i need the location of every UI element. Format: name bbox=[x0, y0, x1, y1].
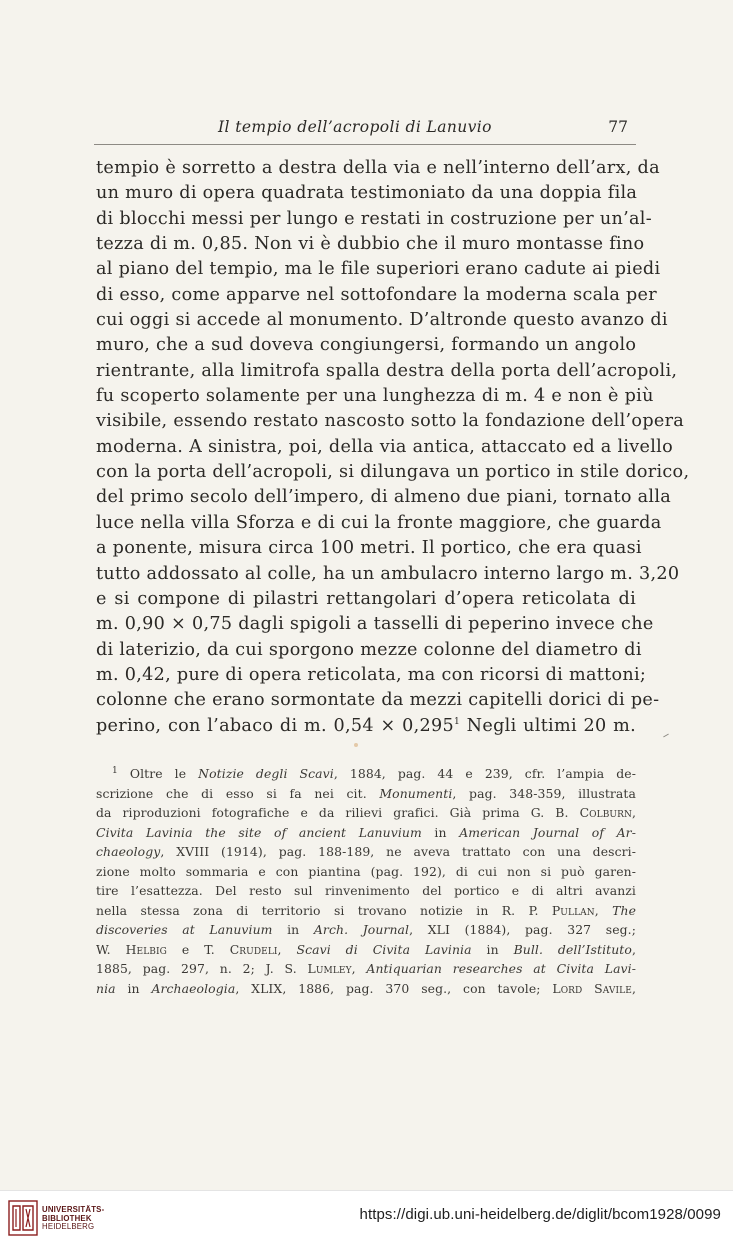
main-text bbox=[96, 156, 690, 739]
running-title: Il tempio dell’acropoli di Lanuvio bbox=[218, 118, 492, 136]
text-line: di esso, come apparve nel sottofondare la moderna scala per bbox=[96, 284, 657, 305]
paper-speck bbox=[354, 743, 358, 747]
text-line: visibile, essendo restato nascosto sotto la fondazione dell’opera bbox=[96, 411, 685, 432]
text-line: muro, che a sud doveva congiungersi, formando un angolo bbox=[96, 335, 637, 356]
text-line: colonne che erano sormontate da mezzi capitelli dorici di pe- bbox=[96, 690, 660, 711]
permalink-url[interactable]: https://digi.ub.uni-heidelberg.de/diglit/bcom1928/0099 bbox=[359, 1206, 721, 1223]
footnote-line: nella stessa zona di territorio si trovano notizie in R. P. Pullan, The bbox=[96, 902, 637, 918]
running-header bbox=[96, 118, 634, 142]
footnote-line: da riproduzioni fotografiche e da rilievi grafici. Già prima G. B. Colburn, bbox=[96, 805, 636, 820]
footnote-line: W. Helbig e T. Crudeli, Scavi di Civita Lavinia in Bull. dell’Istituto, bbox=[96, 941, 636, 957]
text-line: tutto addossato al colle, ha un ambulacro interno largo m. 3,20 bbox=[96, 563, 680, 584]
text-line: a ponente, misura circa 100 metri. Il portico, che era quasi bbox=[96, 538, 642, 559]
footnote-line: tire l’esattezza. Del resto sul rinvenimento del portico e di altri avanzi bbox=[96, 883, 636, 898]
footnote-line: Civita Lavinia the site of ancient Lanuvium in American Journal of Ar- bbox=[96, 824, 636, 840]
footnote-line: nia in Archaeologia, XLIX, 1886, pag. 370 seg., con tavole; Lord Savile, bbox=[96, 980, 636, 996]
viewer-footer bbox=[0, 1190, 733, 1245]
footnote-line: $^1$ Oltre le Notizie degli Scavi, 1884, pag. 44 e 239, cfr. l’ampia de- bbox=[112, 765, 636, 781]
footnote-line: 1885, pag. 297, n. 2; J. S. Lumley, Antiquarian researches at Civita Lavi- bbox=[96, 961, 637, 976]
text-line: m. 0,42, pure di opera reticolata, ma con ricorsi di mattoni; bbox=[96, 664, 647, 685]
text-line: rientrante, alla limitrofa spalla destra della porta dell’acropoli, bbox=[96, 360, 678, 381]
footnote-number: 1 bbox=[112, 765, 118, 776]
page-number: 77 bbox=[608, 118, 628, 136]
library-name[interactable]: UNIVERSITÄTS- BIBLIOTHEK HEIDELBERG bbox=[42, 1205, 105, 1232]
text-segment: perino, con l’abaco di m. 0,54 × 0,295 bbox=[96, 715, 455, 736]
text-line: m. 0,90 × 0,75 dagli spigoli a tasselli di peperino invece che bbox=[96, 614, 654, 635]
text-line: tempio è sorretto a destra della via e nell’interno dell’arx, da bbox=[96, 158, 660, 178]
university-library-logo-icon[interactable] bbox=[8, 1200, 38, 1236]
text-line: e si compone di pilastri rettangolari d’opera reticolata di bbox=[96, 588, 636, 609]
text-line: moderna. A sinistra, poi, della via antica, attaccato ed a livello bbox=[96, 436, 674, 457]
text-line: un muro di opera quadrata testimoniato da una doppia fila bbox=[96, 183, 638, 204]
text-line: al piano del tempio, ma le file superiori erano cadute ai piedi bbox=[96, 259, 661, 280]
paper-mark bbox=[663, 734, 669, 738]
header-rule bbox=[94, 144, 636, 145]
text-line: tezza di m. 0,85. Non vi è dubbio che il muro montasse fino bbox=[96, 234, 645, 255]
text-line bbox=[96, 714, 636, 739]
footnote-ref: 1 bbox=[454, 716, 461, 727]
text-line: luce nella villa Sforza e di cui la fronte maggiore, che guarda bbox=[96, 512, 662, 533]
text-line: di laterizio, da cui sporgono mezze colonne del diametro di bbox=[96, 639, 642, 660]
footnote-line: zione molto sommaria e con piantina (pag. 192), di cui non si può garen- bbox=[96, 863, 636, 879]
footnote-line: chaeology, XVIII (1914), pag. 188-189, ne aveva trattato con una descri- bbox=[96, 844, 636, 859]
footnote bbox=[96, 764, 636, 998]
text-segment: Negli ultimi 20 m. bbox=[460, 715, 637, 736]
text-line: cui oggi si accede al monumento. D’altronde questo avanzo di bbox=[96, 310, 668, 331]
footnote-line: scrizione che di esso si fa nei cit. Monumenti, pag. 348-359, illustrata bbox=[96, 785, 636, 801]
text-line: di blocchi messi per lungo e restati in costruzione per un’al- bbox=[96, 208, 652, 229]
text-line: fu scoperto solamente per una lunghezza di m. 4 e non è più bbox=[96, 386, 654, 407]
text-line: del primo secolo dell’impero, di almeno due piani, tornato alla bbox=[96, 487, 672, 508]
text-line: con la porta dell’acropoli, si dilungava un portico in stile dorico, bbox=[96, 462, 690, 483]
footnote-line: discoveries at Lanuvium in Arch. Journal, XLI (1884), pag. 327 seg.; bbox=[96, 922, 636, 937]
